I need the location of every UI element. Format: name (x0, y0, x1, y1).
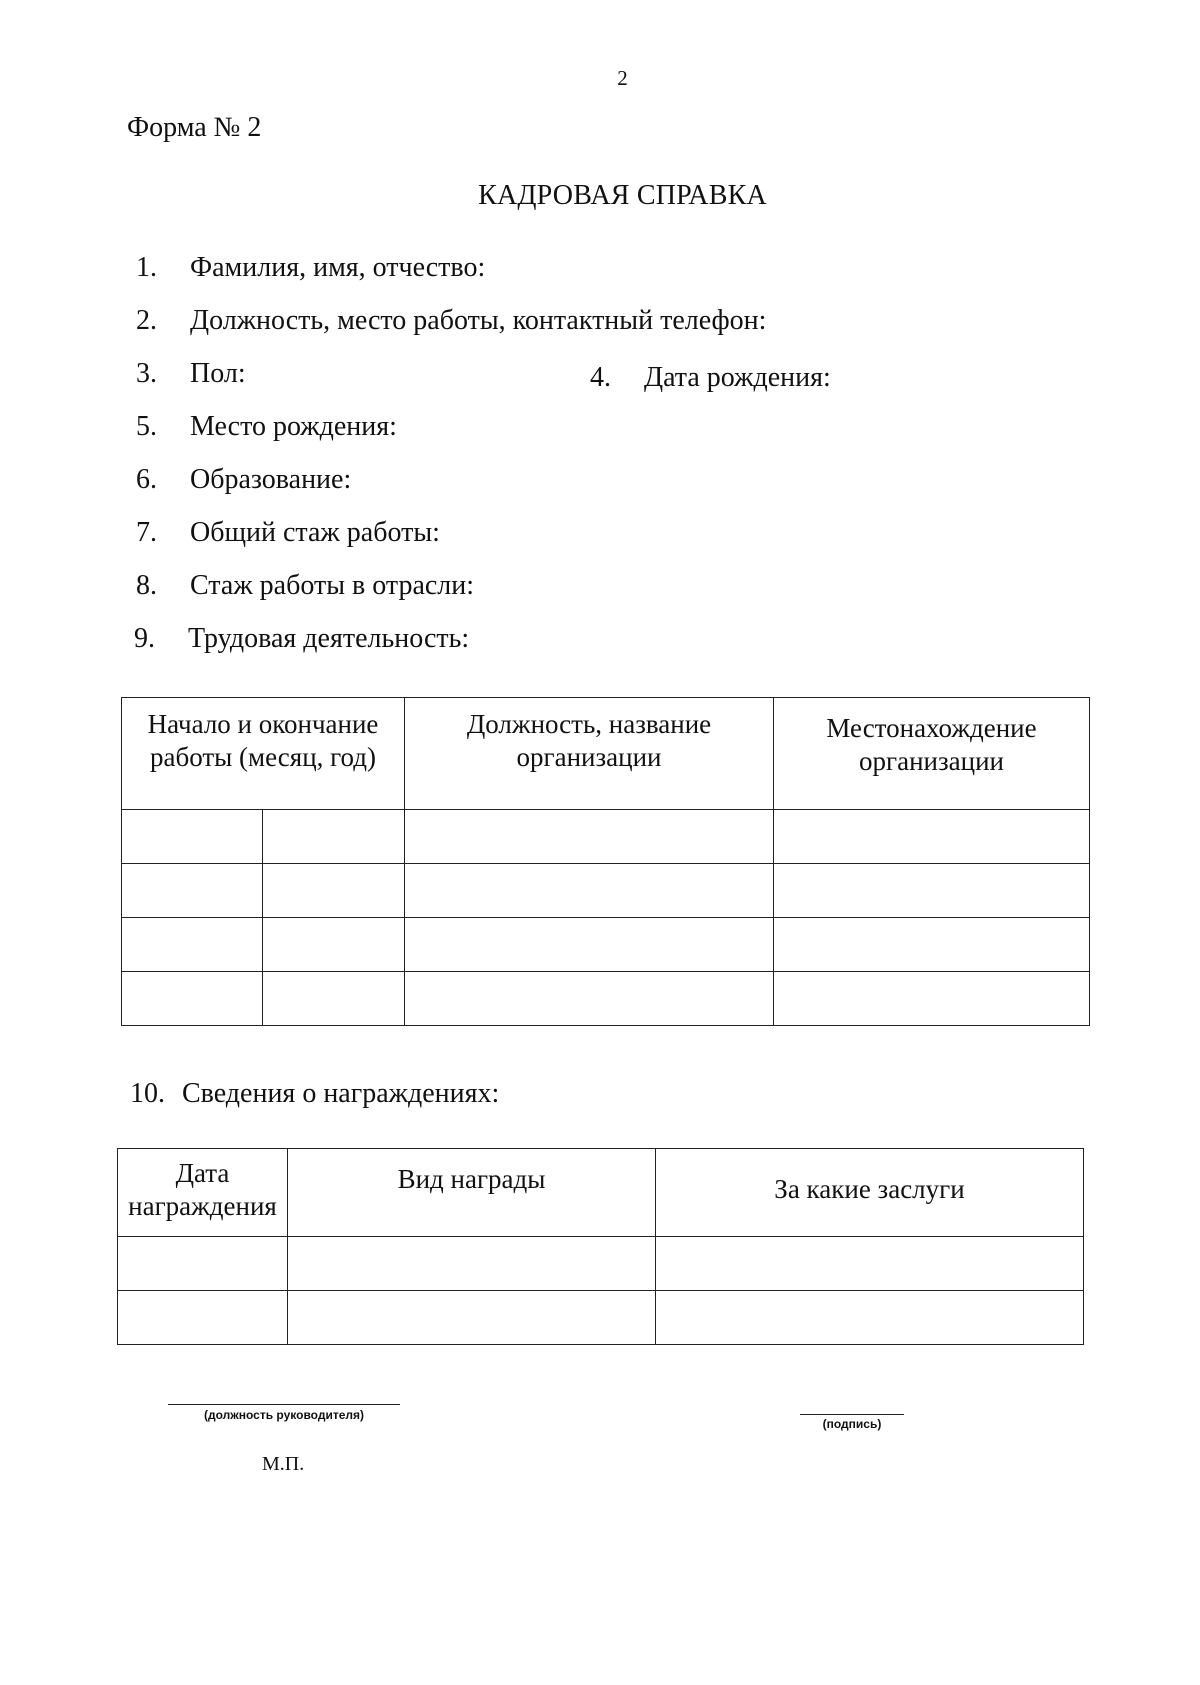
header-award-type: Вид награды (288, 1149, 656, 1237)
signature-line (800, 1414, 904, 1415)
table-row (122, 864, 1090, 918)
document-title: КАДРОВАЯ СПРАВКА (478, 180, 767, 211)
position-signature-line (168, 1404, 400, 1405)
field-label: Образование: (190, 464, 352, 495)
field-awards: 10. Сведения о награждениях: (130, 1078, 500, 1109)
table-row (118, 1237, 1084, 1291)
field-label: Место рождения: (190, 411, 397, 442)
table-cell-position[interactable] (405, 918, 774, 972)
field-label: Общий стаж работы: (190, 517, 440, 548)
table-cell-start[interactable] (122, 864, 263, 918)
table-cell-award-type[interactable] (288, 1291, 656, 1345)
awards-table (117, 1148, 1084, 1345)
table-cell-award-merits[interactable] (656, 1237, 1084, 1291)
field-label: Пол: (190, 358, 246, 389)
field-label: Стаж работы в отрасли: (190, 570, 475, 601)
header-organization-location: Местонахождение организации (774, 698, 1090, 810)
field-label: Сведения о награждениях: (182, 1078, 500, 1109)
table-cell-end[interactable] (263, 918, 405, 972)
table-row (118, 1291, 1084, 1345)
field-label: Должность, место работы, контактный телефон: (190, 305, 767, 336)
header-award-merits: За какие заслуги (656, 1149, 1084, 1237)
table-row (122, 972, 1090, 1026)
table-cell-start[interactable] (122, 918, 263, 972)
field-label: Трудовая деятельность: (188, 623, 470, 654)
field-work-history: 9. Трудовая деятельность: (134, 623, 470, 654)
field-birth-date: 4. Дата рождения: (590, 362, 831, 393)
table-header-row (118, 1149, 1084, 1237)
table-cell-award-type[interactable] (288, 1237, 656, 1291)
field-position-workplace-phone: 2. Должность, место работы, контактный телефон: (136, 305, 767, 336)
table-cell-end[interactable] (263, 864, 405, 918)
table-cell-end[interactable] (263, 810, 405, 864)
table-cell-award-date[interactable] (118, 1237, 288, 1291)
stamp-place-label: М.П. (262, 1453, 305, 1475)
table-cell-award-merits[interactable] (656, 1291, 1084, 1345)
table-header-row (122, 698, 1090, 810)
field-label: Дата рождения: (644, 362, 831, 393)
table-cell-position[interactable] (405, 810, 774, 864)
table-cell-location[interactable] (774, 810, 1090, 864)
table-cell-start[interactable] (122, 972, 263, 1026)
work-history-table (121, 697, 1090, 1026)
field-education: 6. Образование: (136, 464, 352, 495)
field-total-experience: 7. Общий стаж работы: (136, 517, 440, 548)
position-caption: (должность руководителя) (203, 1408, 365, 1422)
signature-caption: (подпись) (822, 1417, 882, 1431)
header-award-date: Дата награждения (118, 1149, 288, 1237)
field-industry-experience: 8. Стаж работы в отрасли: (136, 570, 475, 601)
field-sex: 3. Пол: (136, 358, 246, 389)
table-row (122, 810, 1090, 864)
header-work-period: Начало и окончание работы (месяц, год) (122, 698, 405, 810)
table-cell-end[interactable] (263, 972, 405, 1026)
page-number: 2 (617, 66, 628, 90)
form-number: Форма № 2 (127, 112, 262, 143)
field-label: Фамилия, имя, отчество: (190, 252, 486, 283)
field-birth-place: 5. Место рождения: (136, 411, 397, 442)
table-cell-location[interactable] (774, 972, 1090, 1026)
table-cell-award-date[interactable] (118, 1291, 288, 1345)
table-cell-position[interactable] (405, 972, 774, 1026)
table-cell-start[interactable] (122, 810, 263, 864)
table-row (122, 918, 1090, 972)
table-cell-position[interactable] (405, 864, 774, 918)
header-position-organization: Должность, название организации (405, 698, 774, 810)
field-full-name: 1. Фамилия, имя, отчество: (136, 252, 486, 283)
table-cell-location[interactable] (774, 864, 1090, 918)
table-cell-location[interactable] (774, 918, 1090, 972)
